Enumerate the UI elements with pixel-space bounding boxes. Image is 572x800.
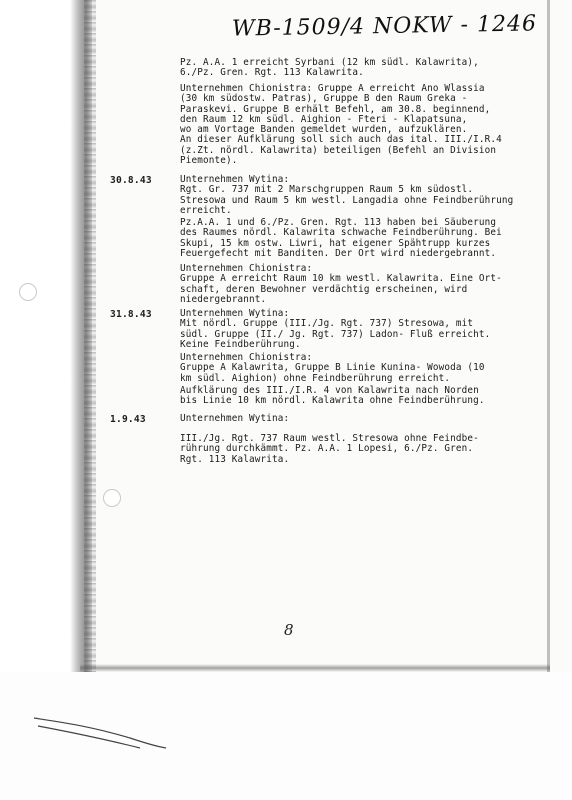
paragraph-text: Pz.A.A. 1 und 6./Pz. Gren. Rgt. 113 haben bei Säuberung des Raumes nördl. Kalawrita schwache Feindberührung. Bei Skupi, 15 km ostw. Liwri, hat eigener Spähtrupp kurzes Feuergefecht mit Banditen. Der Ort wird niedergebrannt.: [180, 217, 502, 259]
paragraph-text: III./Jg. Rgt. 737 Raum westl. Stresowa ohne Feindbe- rührung durchkämmt. Pz. A.A. 1 Lopesi, 6./Pz. Gren. Rgt. 113 Kalawrita.: [180, 433, 479, 465]
copy-border-speckle: [84, 0, 96, 680]
entry-date: 31.8.43: [110, 309, 152, 320]
paragraph-text: Aufklärung des III./I.R. 4 von Kalawrita nach Norden bis Linie 10 km nördl. Kalawrita ohne Feindberührung.: [180, 385, 485, 407]
punch-hole-icon: [19, 283, 37, 301]
paragraph-text: Unternehmen Wytina: Rgt. Gr. 737 mit 2 Marschgruppen Raum 5 km südostl. Stresowa und Raum 5 km westl. Langadia ohne Feindberührung erreicht.: [180, 174, 514, 216]
archive-reference: WB-1509/4 NOKW - 1246: [231, 11, 538, 42]
paragraph-text: Unternehmen Chionistra: Gruppe A erreicht Raum 10 km westl. Kalawrita. Eine Ort- schaft, deren Bewohner verdächtig erscheinen, wird niedergebrannt.: [180, 263, 502, 305]
entry-date: 1.9.43: [110, 414, 146, 425]
paragraph-text: Unternehmen Wytina:: [180, 413, 290, 424]
copy-bottom-edge: [80, 664, 550, 672]
entry-date: 30.8.43: [110, 175, 152, 186]
copy-right-edge: [547, 0, 550, 680]
paragraph-text: Unternehmen Chionistra: Gruppe A erreicht Ano Wlassia (30 km südostw. Patras), Gruppe B den Raum Greka - Paraskevi. Gruppe B erhält Befehl, am 30.8. beginnend, den Raum 12 km südl. Aighion - Fteri - Klapatsuna, wo am Vortage Banden gemeldet wurden, aufzuklären. An dieser Aufklärung soll sich auch das ital. III./I.R.4 (z.Zt. nördl. Kalawrita) beteiligen (Befehl an Division Piemonte).: [180, 83, 502, 167]
paragraph-text: Unternehmen Chionistra: Gruppe A Kalawrita, Gruppe B Linie Kunina- Wowoda (10 km südl. Aighion) ohne Feindberührung erreicht.: [180, 352, 485, 384]
paragraph-text: Unternehmen Wytina: Mit nördl. Gruppe (III./Jg. Rgt. 737) Stresowa, mit südl. Gruppe (II./ Jg. Rgt. 737) Ladon- Fluß erreicht. Keine Feindberührung.: [180, 308, 491, 350]
scribble-mark-icon: [30, 708, 170, 754]
punch-hole-icon: [103, 489, 121, 507]
page-mark: 8: [284, 621, 294, 639]
paragraph-text: Pz. A.A. 1 erreicht Syrbani (12 km südl. Kalawrita), 6./Pz. Gren. Rgt. 113 Kalawrita.: [180, 57, 479, 79]
